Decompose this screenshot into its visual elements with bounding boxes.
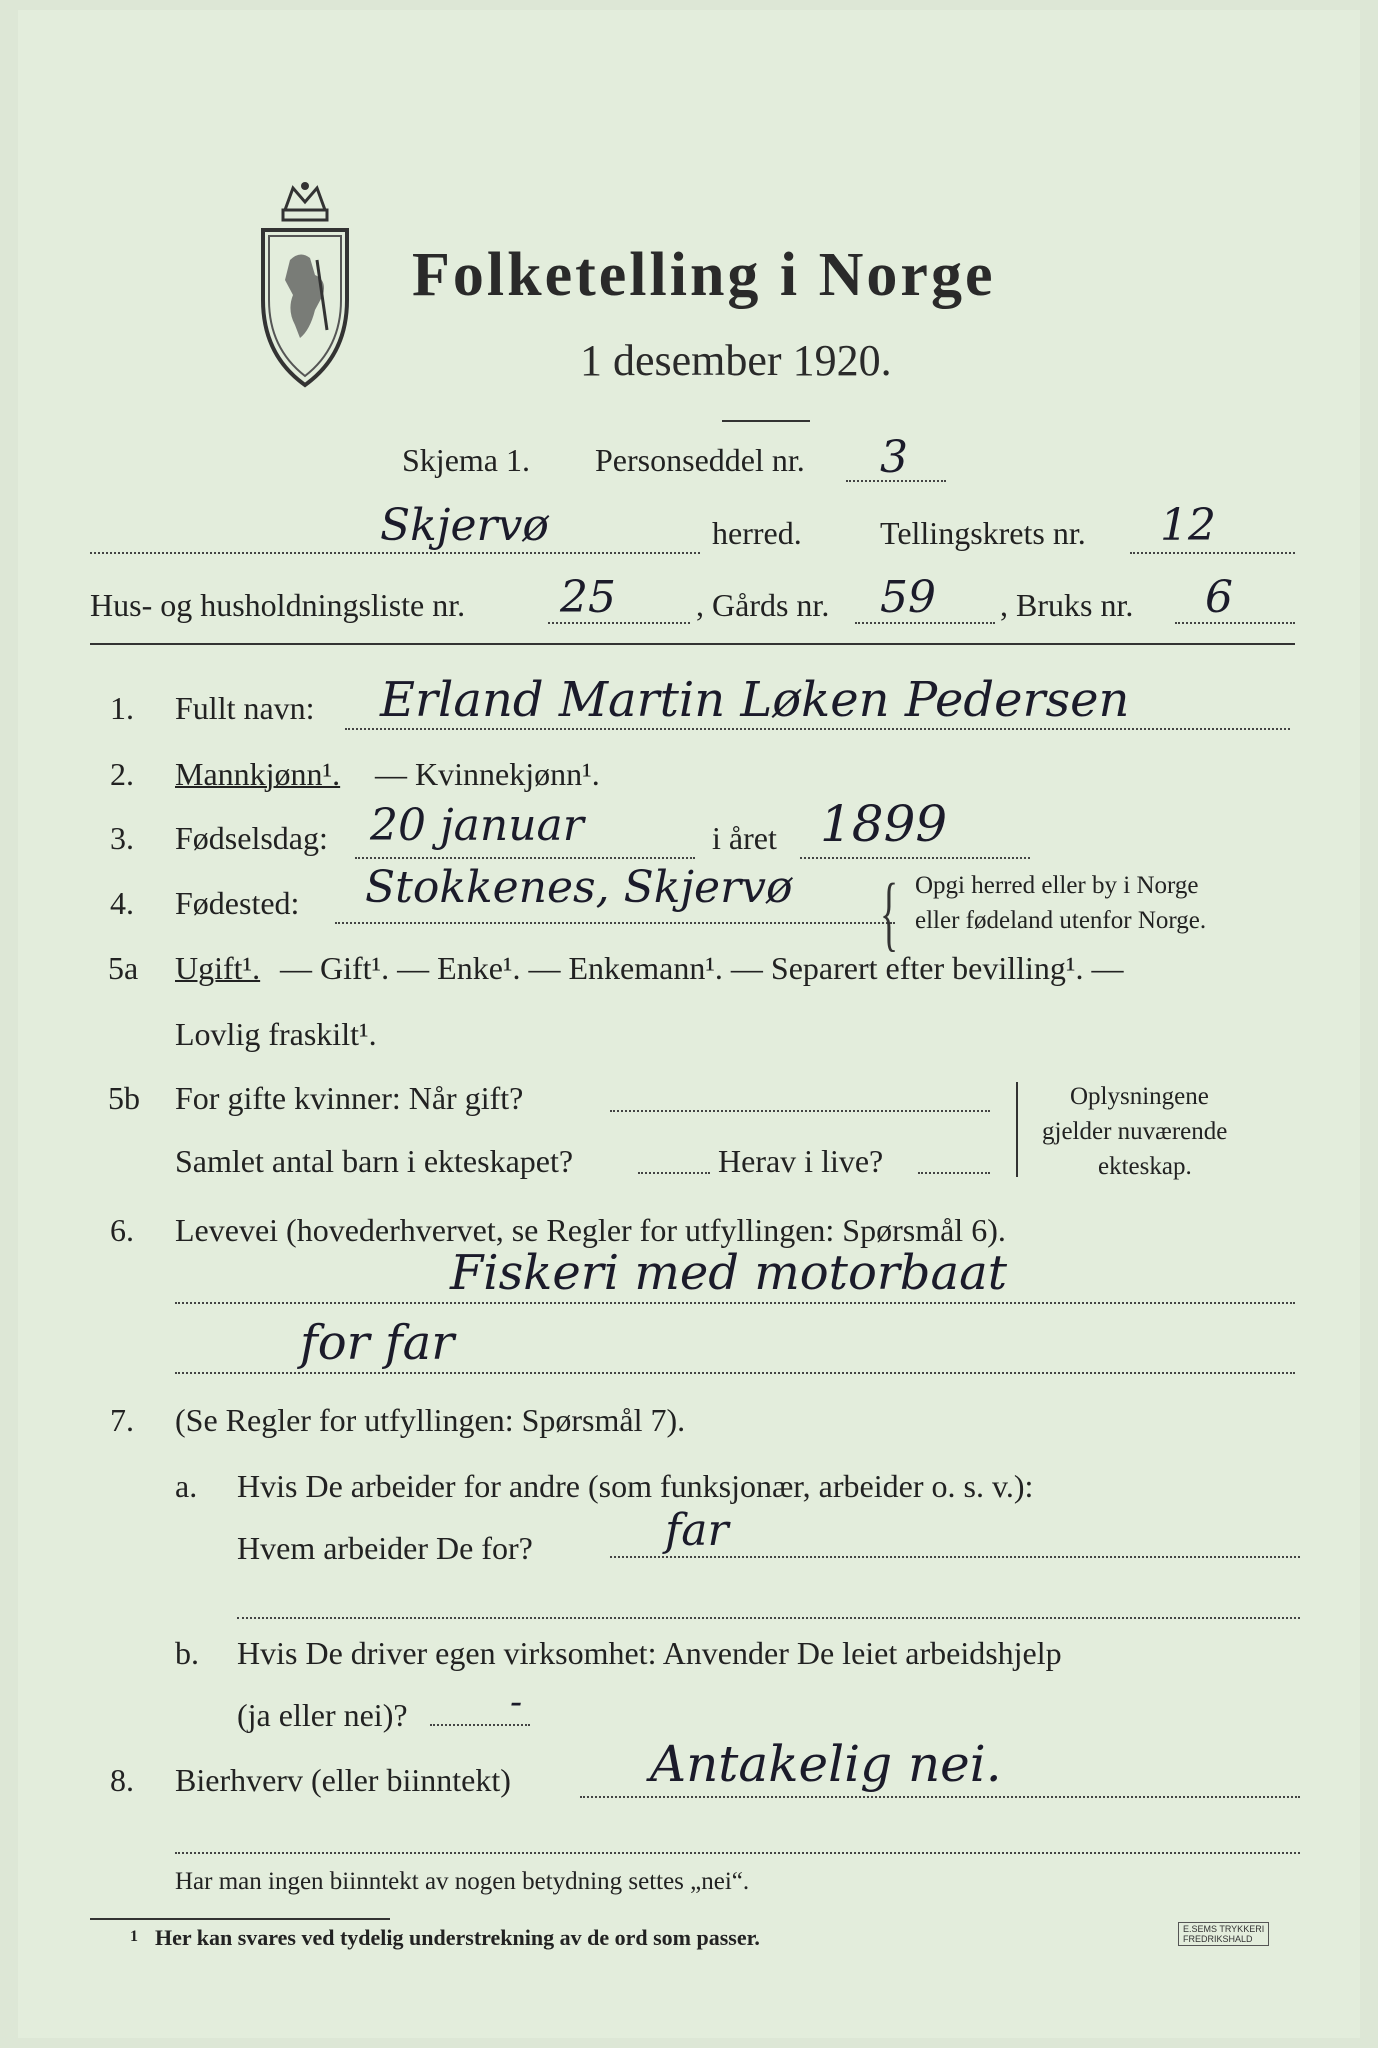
q7a-letter: a. (175, 1468, 198, 1504)
q2-male-option: Mannkjønn¹. (175, 756, 341, 792)
q6-line-2 (175, 1372, 1295, 1374)
q3-label: Fødselsdag: (175, 820, 328, 856)
q7a-line-2 (237, 1617, 1300, 1619)
q4-label: Fødested: (175, 885, 300, 921)
gards-value: 59 (880, 572, 936, 623)
q8-label: Bierhverv (eller biinntekt) (175, 1762, 511, 1798)
q6-line-1 (175, 1302, 1295, 1304)
q3-date-line (355, 857, 695, 859)
q6-occupation-1: Fiskeri med motorbaat (450, 1245, 1008, 1301)
q3-year-line (800, 857, 1030, 859)
q8-line (580, 1796, 1300, 1798)
personseddel-value: 3 (880, 432, 908, 483)
nei-instruction: Har man ingen biinntekt av nogen betydning settes „nei“. (175, 1868, 750, 1895)
q6-number: 6. (110, 1212, 134, 1248)
q7b-answer: - (510, 1682, 523, 1723)
q5b-marriage-line (610, 1110, 990, 1112)
q1-number: 1. (110, 690, 134, 726)
q5b-note-2: gjelder nuværende (1042, 1118, 1228, 1145)
q7-number: 7. (110, 1402, 134, 1438)
q3-birth-date: 20 januar (370, 800, 584, 851)
q4-birthplace: Stokkenes, Skjervø (365, 862, 793, 913)
q7b-question: (ja eller nei)? (237, 1697, 408, 1733)
herred-line (90, 552, 700, 554)
tellingskrets-value: 12 (1160, 500, 1216, 551)
personseddel-label: Personseddel nr. (595, 442, 805, 478)
printer-stamp (1178, 1922, 1269, 1946)
q4-line (335, 922, 895, 924)
herred-value: Skjervø (380, 500, 549, 551)
q7a-employer: far (665, 1505, 729, 1556)
q6-label: Levevei (hovederhvervet, se Regler for utfyllingen: Spørsmål 6). (175, 1212, 1006, 1248)
q7-label: (Se Regler for utfyllingen: Spørsmål 7). (175, 1402, 686, 1438)
q5b-note-1: Oplysningene (1070, 1083, 1209, 1110)
q5b-number: 5b (108, 1080, 140, 1116)
q7a-text: Hvis De arbeider for andre (som funksjonær, arbeider o. s. v.): (237, 1468, 1034, 1504)
q3-year-label: i året (712, 820, 777, 856)
schema-label: Skjema 1. (402, 442, 530, 478)
q1-full-name: Erland Martin Løken Pedersen (380, 672, 1130, 728)
q4-note-norway: Opgi herred eller by i Norge (915, 872, 1199, 899)
q7a-line (610, 1556, 1300, 1558)
q5b-children-line (638, 1172, 710, 1174)
bruks-label: , Bruks nr. (1000, 587, 1134, 623)
bruks-line (1175, 622, 1295, 624)
q8-number: 8. (110, 1762, 134, 1798)
liste-label: Hus- og husholdningsliste nr. (90, 587, 466, 623)
q5b-marriage-label: For gifte kvinner: Når gift? (175, 1080, 524, 1116)
q4-note-abroad: eller fødeland utenfor Norge. (915, 907, 1207, 934)
q5a-divorced-option: Lovlig fraskilt¹. (175, 1016, 377, 1052)
q6-occupation-2: for far (300, 1315, 455, 1371)
q1-line (345, 728, 1290, 730)
q5b-bracket (1016, 1082, 1018, 1177)
liste-value: 25 (560, 572, 616, 623)
header-divider (90, 643, 1295, 645)
footnote-divider (90, 1918, 390, 1920)
q7b-letter: b. (175, 1635, 199, 1671)
q5a-unmarried-option: Ugift¹. (175, 950, 261, 986)
q5a-other-options: — Gift¹. — Enke¹. — Enkemann¹. — Separert efter bevilling¹. — (280, 950, 1124, 986)
norwegian-coat-of-arms-icon (255, 180, 355, 390)
q5b-alive-line (918, 1172, 990, 1174)
q1-label: Fullt navn: (175, 690, 315, 726)
herred-label: herred. (712, 515, 802, 551)
q5b-children-label: Samlet antal barn i ekteskapet? (175, 1143, 574, 1179)
q8-side-income: Antakelig nei. (650, 1735, 1002, 1793)
footnote-mark: 1 (130, 1928, 138, 1945)
tellingskrets-label: Tellingskrets nr. (880, 515, 1086, 551)
q8-line-2 (175, 1852, 1300, 1854)
gards-label: , Gårds nr. (696, 587, 830, 623)
q4-number: 4. (110, 885, 134, 921)
stamp-line-2: FREDRIKSHALD (1183, 1934, 1253, 1944)
q5a-number: 5a (108, 950, 139, 986)
form-title: Folketelling i Norge (412, 241, 996, 309)
q7a-question: Hvem arbeider De for? (237, 1530, 533, 1566)
q7b-line (430, 1724, 530, 1726)
bruks-value: 6 (1205, 572, 1233, 623)
q3-number: 3. (110, 820, 134, 856)
q5b-note-3: ekteskap. (1098, 1153, 1192, 1180)
stamp-line-1: E.SEMS TRYKKERI (1183, 1924, 1265, 1934)
q3-birth-year: 1899 (820, 795, 948, 853)
footnote-text: Her kan svares ved tydelig understrekning av de ord som passer. (155, 1925, 760, 1950)
q5b-alive-label: Herav i live? (718, 1143, 884, 1179)
q2-number: 2. (110, 756, 134, 792)
q7b-text: Hvis De driver egen virksomhet: Anvender De leiet arbeidshjelp (237, 1635, 1062, 1671)
q2-female-option: — Kvinnekjønn¹. (375, 756, 600, 792)
tellingskrets-line (1130, 552, 1295, 554)
title-divider (722, 420, 810, 422)
q4-brace: { (880, 867, 899, 960)
census-date: 1 desember 1920. (580, 336, 892, 385)
